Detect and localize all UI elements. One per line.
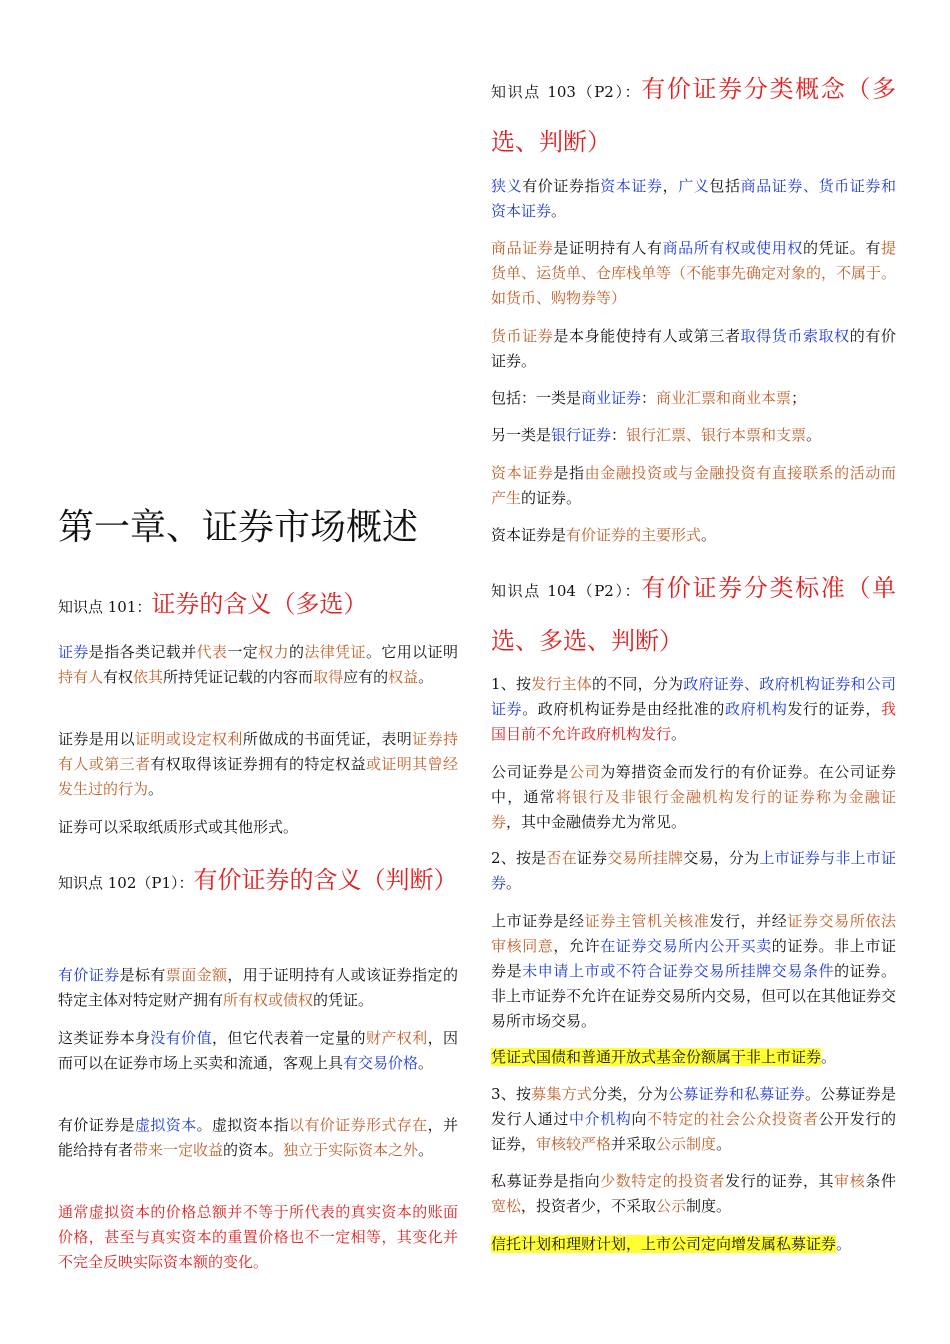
text-run: 带来一定收益: [133, 1141, 224, 1159]
text-run: 是证明持有人有: [553, 239, 663, 257]
text-run: 的不同，分为: [592, 675, 684, 693]
text-run: 证券持有人或第三者: [58, 730, 458, 773]
text-run: 虚拟资本: [135, 1116, 197, 1134]
text-run: 公开发行的证券，: [491, 1110, 896, 1153]
highlight-text: 凭证式国债和普通开放式基金份额属于非上市证券: [491, 1048, 822, 1066]
text-run: 。: [148, 780, 164, 798]
highlight-note: [491, 1232, 896, 1257]
text-run: 所做成的书面凭证，表明: [242, 730, 413, 748]
text-run: 所持凭证记载的内容而: [163, 668, 314, 686]
text-run: 的证券。: [521, 489, 582, 507]
text-run: 上市证券与非上市证券: [491, 849, 896, 892]
text-run: 是指各类记载并: [88, 643, 197, 661]
text-run: 持有人: [58, 668, 104, 686]
text-run: 中介机构: [569, 1110, 632, 1128]
kp-title: 有价证券分类概念（多选、判断）: [491, 75, 896, 156]
paragraph: [58, 640, 458, 690]
text-run: 证券主管机关核准: [584, 912, 710, 930]
text-run: ，用于证明持有人或该证券指定的特定主体对特定财产拥有: [58, 966, 458, 1009]
text-run: 独立于实际资本之外: [283, 1141, 419, 1159]
text-run: 。: [418, 668, 434, 686]
text-run: 权力: [258, 643, 289, 661]
text-run: 权益: [388, 668, 419, 686]
text-run: 的: [288, 643, 305, 661]
kp103-heading: [491, 64, 896, 170]
text-run: 有价证券是: [58, 1116, 135, 1134]
text-run: ，允许: [553, 937, 601, 955]
text-run: 政府机构: [724, 700, 788, 718]
text-run: 2、按是: [491, 849, 547, 867]
text-run: 少数特定的投资者: [600, 1172, 725, 1190]
text-run: 公司: [569, 763, 601, 781]
text-run: ，: [662, 177, 679, 195]
kp102-heading: [58, 855, 458, 908]
highlight-text: 信托计划和理财计划，上市公司定向增发属私募证券: [491, 1235, 837, 1253]
paragraph: [58, 963, 458, 1013]
text-run: 。: [418, 1054, 434, 1072]
text-run: 1、按: [491, 675, 532, 693]
paragraph: [491, 909, 896, 1034]
kp101-heading: [58, 580, 458, 631]
text-run: 。政府机构证券是由经批准的: [522, 700, 725, 718]
paragraph: [58, 727, 458, 802]
text-run: 的凭证。有: [802, 239, 881, 257]
text-run: 。: [671, 725, 687, 743]
text-run: 通常虚拟资本的价格总额并不等于所代表的真实资本的账面价格，甚至与真实资本的重置价格也不一定相等，其变化并不完全反映实际资本额的变化。: [58, 1203, 458, 1271]
text-run: ，因而可以在证券市场上买卖和流通，客观上具: [58, 1029, 458, 1072]
chapter-title: 第一章、证券市场概述: [58, 507, 419, 548]
text-run: 发行的证券，: [787, 700, 881, 718]
paragraph: [491, 386, 896, 411]
text-run: 所有权或债权: [223, 991, 314, 1009]
paragraph: [491, 461, 896, 511]
text-run: 是指: [553, 464, 585, 482]
text-run: 资本证券: [600, 177, 663, 195]
text-run: 的证券。非上市证券是: [491, 937, 896, 980]
text-run: 。: [551, 202, 567, 220]
text-run: 。: [716, 1135, 732, 1153]
kp-label: 知识点 102（P1）：: [58, 874, 194, 892]
text-run: 发行的证券，其: [724, 1172, 835, 1190]
text-run: 是本身能使持有人或第三者: [553, 327, 741, 345]
text-run: 上市证券是经: [491, 912, 585, 930]
text-run: ；: [791, 389, 807, 407]
paragraph: [491, 760, 896, 835]
text-run: 政府证券、政府机构证券和公司证券: [491, 675, 896, 718]
paragraph: [491, 423, 896, 448]
text-run: 广义: [678, 177, 710, 195]
paragraph: [491, 672, 896, 747]
kp-label: 知识点 104（P2）：: [491, 582, 642, 600]
text-run: 法律凭证: [304, 643, 366, 661]
text-run: 财产权利: [365, 1029, 428, 1047]
text-run: 的资本。: [223, 1141, 284, 1159]
paragraph: [491, 236, 896, 311]
text-run: 我国目前不允许政府机构发行: [491, 700, 896, 743]
text-run: 交易所挂牌: [607, 849, 684, 867]
text-run: 代表: [196, 643, 228, 661]
text-run: 资本证券: [491, 464, 554, 482]
text-run: 有价证券的主要形式: [566, 526, 702, 544]
paragraph: [58, 1200, 458, 1275]
kp-title: 有价证券的含义（判断）: [193, 866, 458, 894]
text-run: ，但它代表着一定量的: [211, 1029, 366, 1047]
text-run: 证券: [576, 849, 608, 867]
text-run: 依其: [133, 668, 164, 686]
paragraph: [491, 1082, 896, 1157]
text-run: 没有价值: [150, 1029, 212, 1047]
paragraph: [491, 324, 896, 374]
text-run: 提货单、运货单、仓库栈单等（不能事先确定对象的，不属于。如货币、购物券等）: [491, 239, 897, 307]
text-run: 3、按: [491, 1085, 532, 1103]
text-run: 否在: [546, 849, 577, 867]
text-run: 资本证券是: [491, 526, 567, 544]
text-run: 证券交易所依法审核同意: [491, 912, 896, 955]
kp104-heading: [491, 563, 896, 669]
text-run: 公示制度: [656, 1135, 717, 1153]
paragraph: [491, 174, 896, 224]
text-run: 包括：一类是: [491, 389, 582, 407]
text-run: 证券是用以: [58, 730, 135, 748]
text-run: 募集方式: [531, 1085, 593, 1103]
text-run: 在证券交易所内公开买卖: [600, 937, 772, 955]
text-run: 公示: [656, 1197, 687, 1215]
text-run: ，投资者少，不采取: [521, 1197, 657, 1215]
text-run: 私募证券是指向: [491, 1172, 601, 1190]
text-run: 。: [701, 526, 717, 544]
text-run: 审核较严格: [536, 1135, 612, 1153]
text-run: 。: [806, 426, 822, 444]
text-run: 。公募证券是发行人通过: [491, 1085, 896, 1128]
text-run: 为筹措资金而发行的有价证券。在公司证券中，通常: [491, 763, 896, 806]
text-run: 。: [418, 1141, 434, 1159]
kp-title: 有价证券分类标准（单选、多选、判断）: [491, 574, 896, 655]
text-run: 商业证券: [581, 389, 642, 407]
text-run: 。它用以证明: [365, 643, 458, 661]
paragraph: [58, 815, 458, 840]
text-run: 公司证券是: [491, 763, 569, 781]
text-run: 由金融投资或与金融投资有直接联系的活动而产生: [491, 464, 896, 507]
text-run: 的凭证。: [313, 991, 374, 1009]
text-run: 公募证券和私募证券: [668, 1085, 805, 1103]
text-run: 有价证券: [58, 966, 120, 984]
text-run: ：: [641, 389, 657, 407]
text-run: 货币证券: [491, 327, 554, 345]
text-run: 证明或设定权利: [135, 730, 243, 748]
text-run: 包括: [709, 177, 741, 195]
text-run: 有权取得该证券拥有的特定权益: [150, 755, 366, 773]
text-run: 取得: [313, 668, 344, 686]
text-run: 向: [631, 1110, 647, 1128]
text-run: 有权: [103, 668, 134, 686]
text-run: 条件: [865, 1172, 896, 1190]
text-run: 的有价证券。: [491, 327, 896, 370]
text-run: 是标有: [119, 966, 166, 984]
text-run: 发行，并经: [709, 912, 788, 930]
text-run: 商品证券、货币证券和资本证券: [491, 177, 896, 220]
text-run: 。: [506, 874, 522, 892]
text-run: ：: [611, 426, 627, 444]
text-run: 未申请上市或不符合证券交易所挂牌交易条件: [522, 962, 835, 980]
text-run: 另一类是: [491, 426, 552, 444]
text-run: 银行汇票、银行本票和支票: [626, 426, 807, 444]
text-run: 一定: [227, 643, 259, 661]
text-run: 。虚拟资本指: [196, 1116, 289, 1134]
text-run: 这类证券本身: [58, 1029, 151, 1047]
punctuation: 。: [821, 1048, 837, 1066]
text-run: 审核: [834, 1172, 866, 1190]
kp-title: 证券的含义（多选）: [151, 590, 368, 618]
text-run: 商业汇票和商业本票: [656, 389, 792, 407]
kp-label: 知识点 103（P2）：: [491, 83, 642, 101]
paragraph: [58, 1026, 458, 1076]
kp-label: 知识点 101：: [58, 598, 152, 616]
text-run: 宽松: [491, 1197, 522, 1215]
text-run: 狭义: [491, 177, 523, 195]
text-run: 制度。: [686, 1197, 732, 1215]
text-run: 不特定的社会公众投资者: [647, 1110, 819, 1128]
text-run: 取得货币索取权: [740, 327, 850, 345]
text-run: 的证券。非上市证券不允许在证券交易所内交易，但可以在其他证券交易所市场交易。: [491, 962, 897, 1030]
text-run: ，其中金融债券尤为常见。: [506, 813, 687, 831]
text-run: 证券可以采取纸质形式或其他形式。: [58, 818, 299, 836]
text-run: 商品所有权或使用权: [662, 239, 803, 257]
punctuation: 。: [836, 1235, 852, 1253]
text-run: 分类，分为: [592, 1085, 669, 1103]
paragraph: [491, 846, 896, 896]
text-run: 银行证券: [551, 426, 612, 444]
text-run: 交易，分为: [683, 849, 760, 867]
paragraph: [491, 523, 896, 548]
highlight-note: [491, 1045, 896, 1070]
paragraph: [58, 1113, 458, 1163]
text-run: 应有的: [343, 668, 389, 686]
text-run: 以有价证券形式存在: [288, 1116, 428, 1134]
text-run: 有交易价格: [343, 1054, 419, 1072]
text-run: 商品证券: [491, 239, 554, 257]
text-run: 发行主体: [531, 675, 593, 693]
text-run: 并采取: [611, 1135, 657, 1153]
text-run: ，并能给持有者: [58, 1116, 458, 1159]
paragraph: [491, 1169, 896, 1219]
text-run: 或证明其曾经发生过的行为: [58, 755, 458, 798]
text-run: 证券: [58, 643, 89, 661]
text-run: 票面金额: [165, 966, 228, 984]
text-run: 将银行及非银行金融机构发行的证券称为金融证券: [491, 788, 896, 831]
text-run: 有价证券指: [522, 177, 601, 195]
